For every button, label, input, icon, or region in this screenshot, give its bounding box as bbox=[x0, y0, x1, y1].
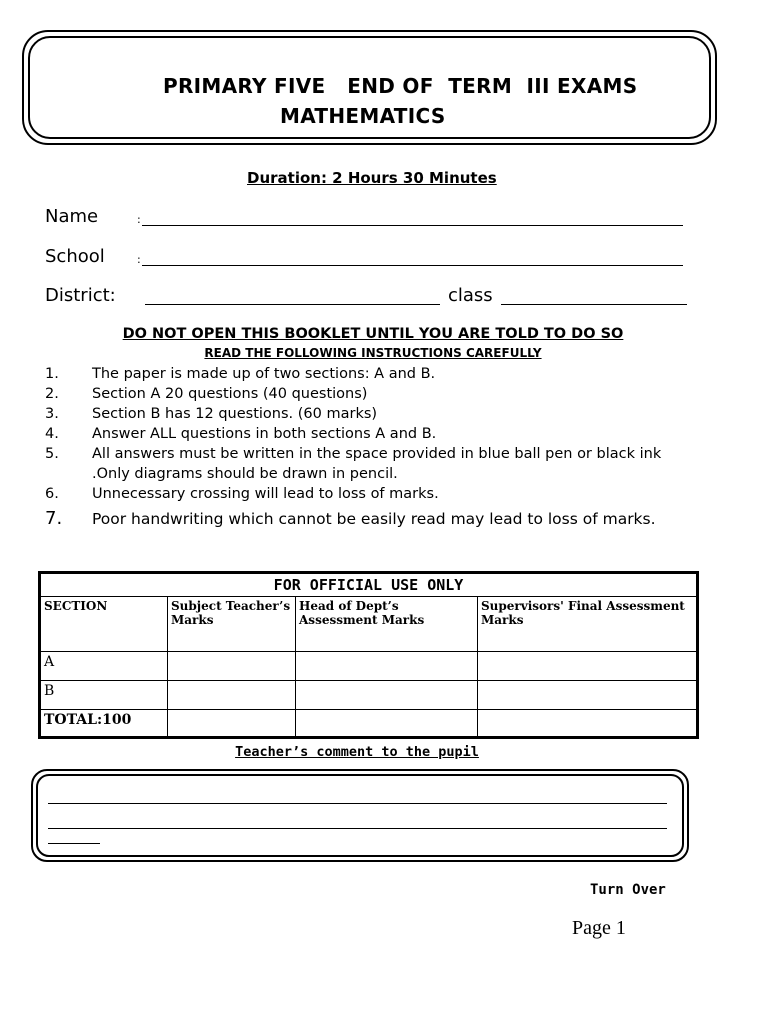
district-label: District: bbox=[45, 285, 116, 306]
marks-cell[interactable] bbox=[478, 652, 698, 681]
instruction-number: 1. bbox=[45, 366, 59, 382]
comment-heading: Teacher’s comment to the pupil bbox=[235, 744, 479, 760]
marks-cell[interactable] bbox=[478, 710, 698, 738]
instruction-number: 4. bbox=[45, 426, 59, 442]
instruction-item bbox=[45, 484, 705, 504]
comment-line[interactable] bbox=[48, 803, 667, 804]
table-row bbox=[40, 710, 698, 738]
row-label: B bbox=[40, 681, 168, 710]
instruction-item bbox=[45, 364, 705, 384]
school-label: School bbox=[45, 246, 105, 267]
school-field[interactable] bbox=[142, 265, 683, 266]
class-field[interactable] bbox=[501, 304, 687, 305]
name-colon: : bbox=[137, 213, 141, 226]
instructions-heading: READ THE FOLLOWING INSTRUCTIONS CAREFULLY bbox=[204, 346, 542, 360]
instruction-item bbox=[45, 404, 705, 424]
row-label: A bbox=[40, 652, 168, 681]
column-header: SECTION bbox=[40, 597, 168, 652]
duration-text: Duration: 2 Hours 30 Minutes bbox=[247, 169, 497, 187]
comment-line[interactable] bbox=[48, 843, 100, 844]
marks-cell[interactable] bbox=[168, 681, 296, 710]
table-row bbox=[40, 652, 698, 681]
instruction-text: Answer ALL questions in both sections A and B. bbox=[92, 426, 437, 442]
name-field[interactable] bbox=[142, 225, 683, 226]
instruction-item bbox=[45, 384, 705, 404]
instruction-number: 7. bbox=[45, 508, 63, 529]
instruction-text: Section B has 12 questions. (60 marks) bbox=[92, 406, 378, 422]
instruction-item bbox=[45, 507, 705, 553]
turn-over-text: Turn Over bbox=[590, 882, 666, 898]
marks-cell[interactable] bbox=[168, 710, 296, 738]
column-header: Head of Dept’s Assessment Marks bbox=[296, 597, 478, 652]
column-header: Supervisors' Final Assessment Marks bbox=[478, 597, 698, 652]
do-not-open-warning: DO NOT OPEN THIS BOOKLET UNTIL YOU ARE TOLD TO DO SO bbox=[122, 326, 624, 342]
instruction-text: Poor handwriting which cannot be easily read may lead to loss of marks. bbox=[92, 510, 656, 528]
column-header: Subject Teacher’s Marks bbox=[168, 597, 296, 652]
marks-cell[interactable] bbox=[296, 652, 478, 681]
official-use-table bbox=[38, 571, 699, 739]
instruction-item bbox=[45, 424, 705, 444]
marks-cell[interactable] bbox=[168, 652, 296, 681]
instruction-number: 2. bbox=[45, 386, 59, 402]
district-field[interactable] bbox=[145, 304, 440, 305]
marks-cell[interactable] bbox=[296, 681, 478, 710]
table-row bbox=[40, 681, 698, 710]
instruction-text: All answers must be written in the space provided in blue ball pen or black ink .Only diagrams should be drawn in pencil. bbox=[92, 446, 662, 482]
instruction-text: Unnecessary crossing will lead to loss of marks. bbox=[92, 486, 439, 502]
subject-title: MATHEMATICS bbox=[280, 104, 446, 128]
instruction-text: Section A 20 questions (40 questions) bbox=[92, 386, 368, 402]
comment-box bbox=[31, 769, 689, 862]
page-number: Page 1 bbox=[572, 917, 626, 939]
class-label: class bbox=[448, 285, 493, 306]
comment-line[interactable] bbox=[48, 828, 667, 829]
name-label: Name bbox=[45, 206, 99, 227]
instruction-number: 3. bbox=[45, 406, 59, 422]
exam-title: PRIMARY FIVE END OF TERM III EXAMS bbox=[163, 74, 638, 98]
instruction-number: 6. bbox=[45, 486, 59, 502]
marks-cell[interactable] bbox=[296, 710, 478, 738]
instruction-item bbox=[45, 444, 705, 484]
marks-cell[interactable] bbox=[478, 681, 698, 710]
instruction-text: The paper is made up of two sections: A and B. bbox=[92, 366, 436, 382]
school-colon: : bbox=[137, 253, 141, 266]
official-use-title: FOR OFFICIAL USE ONLY bbox=[40, 573, 698, 597]
row-label: TOTAL:100 bbox=[40, 710, 168, 738]
instruction-number: 5. bbox=[45, 446, 59, 462]
